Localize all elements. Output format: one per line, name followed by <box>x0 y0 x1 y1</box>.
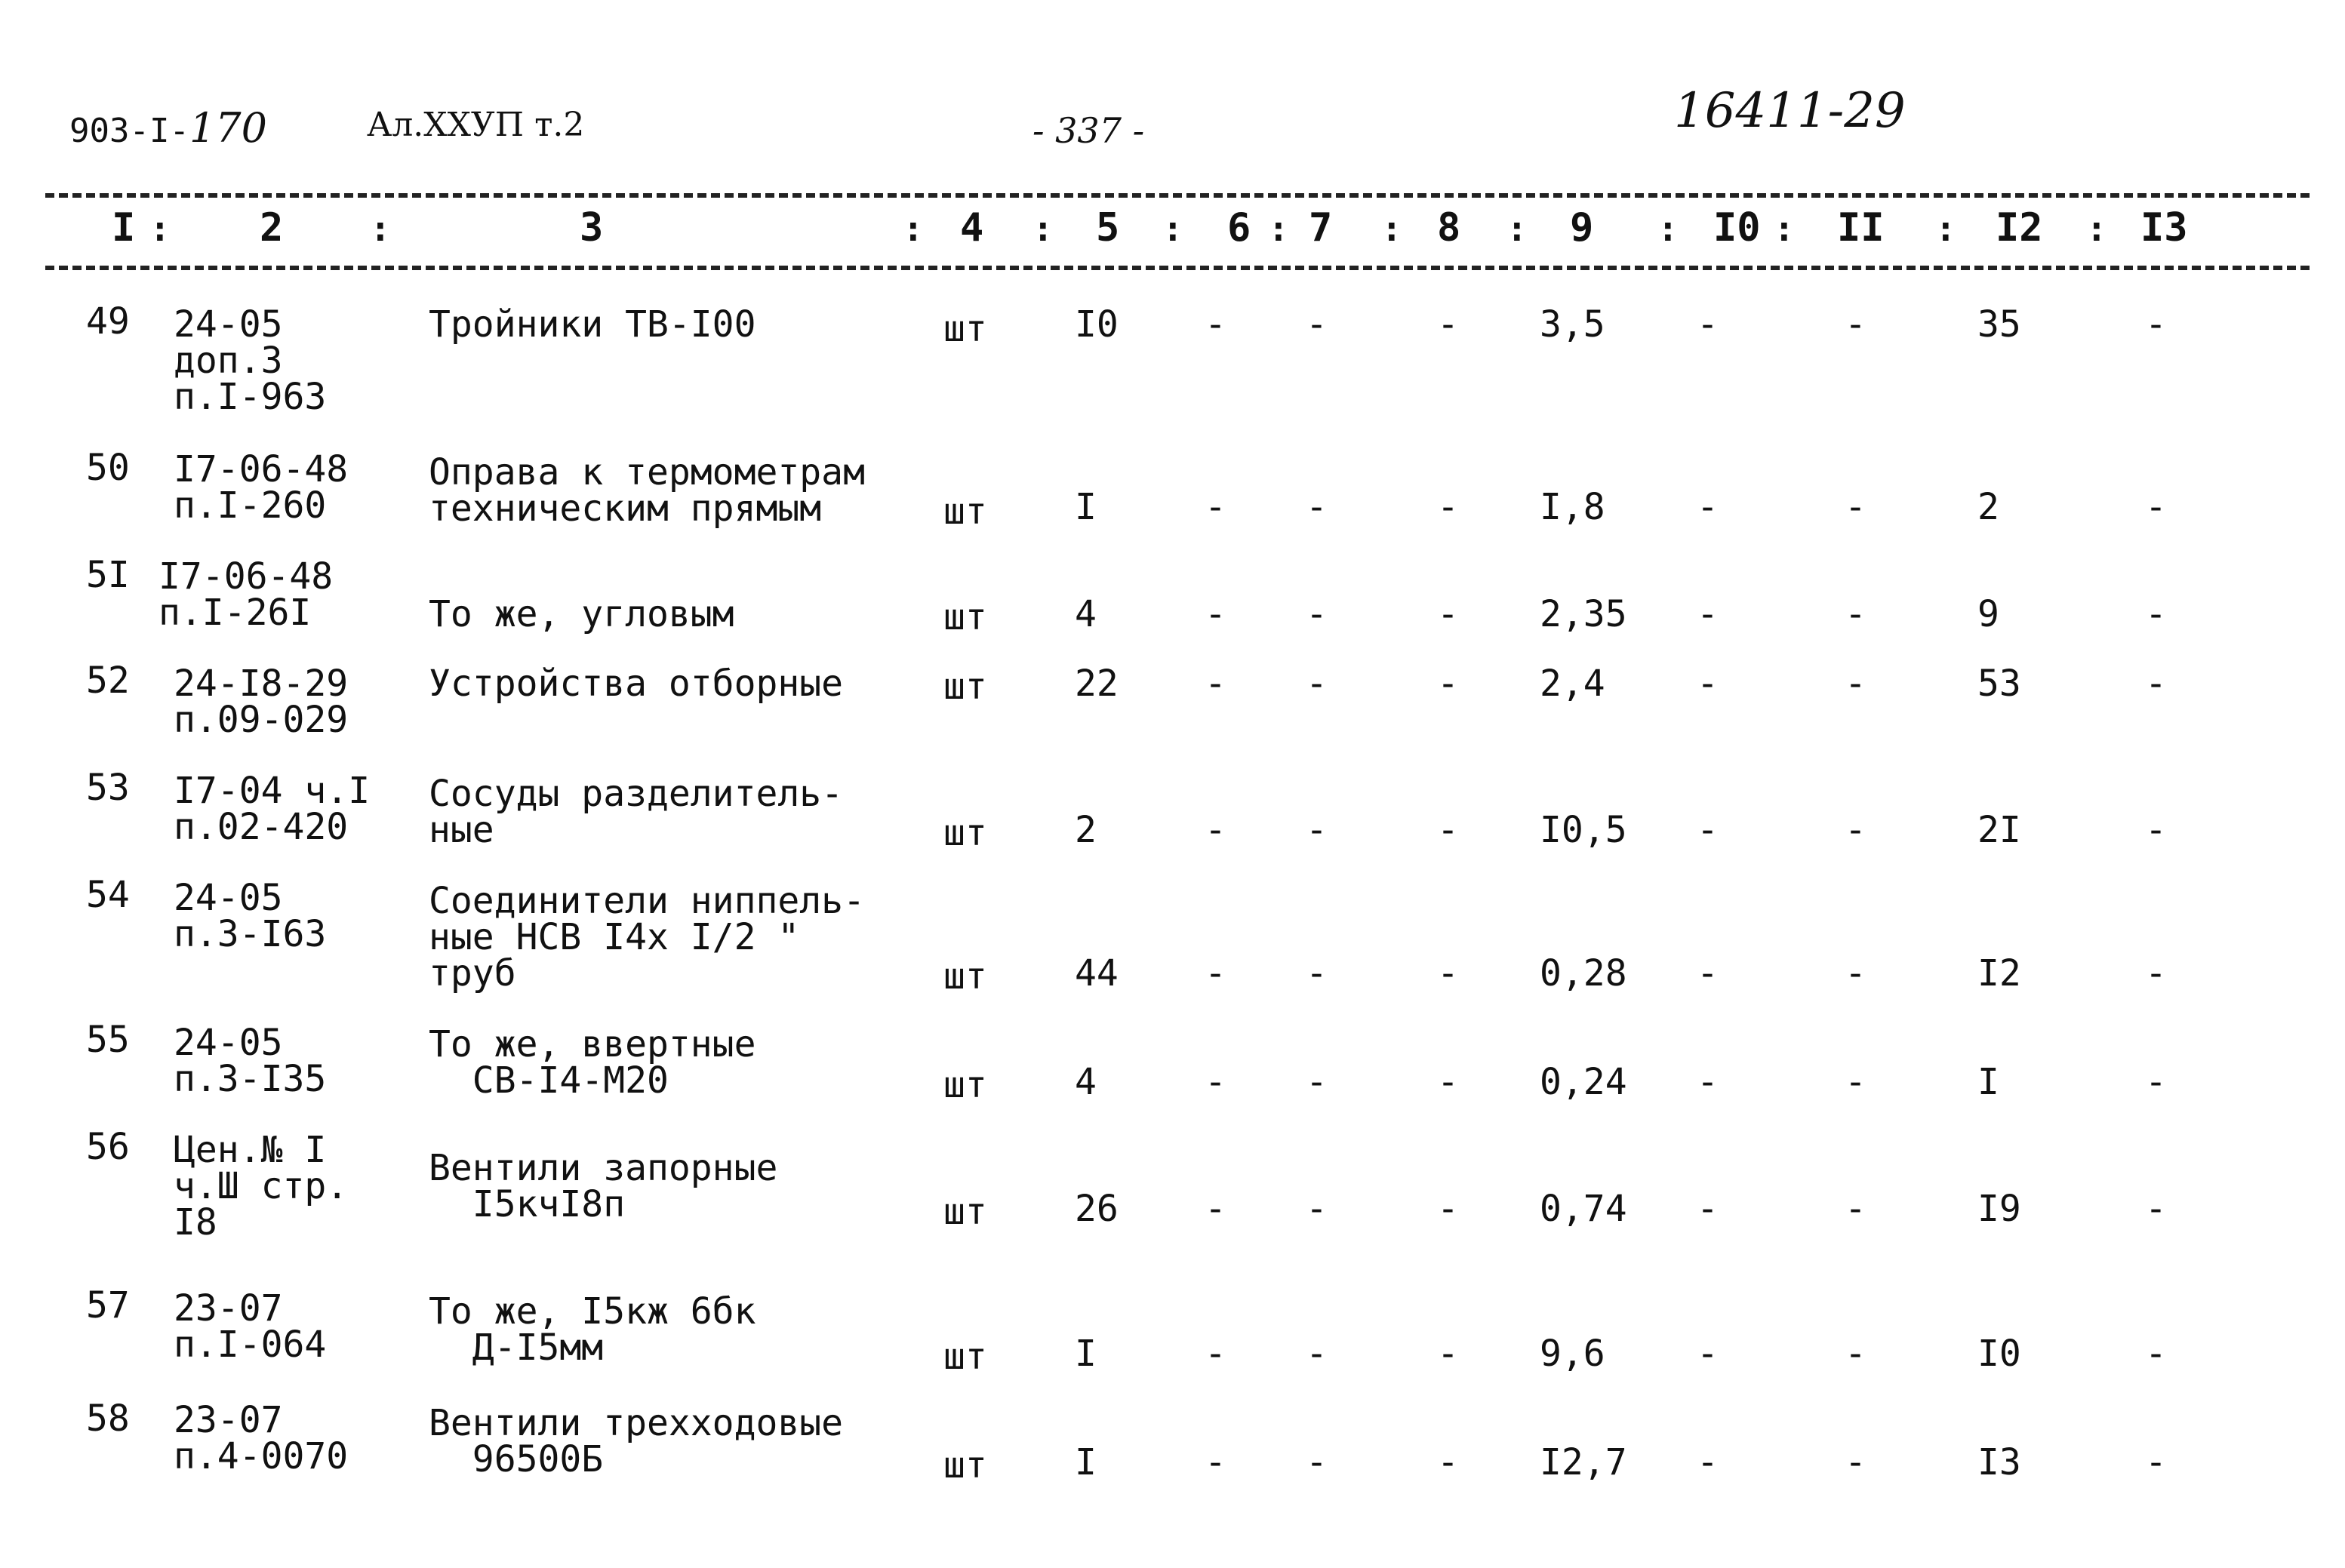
col-12: I <box>1977 1061 1999 1103</box>
col-9: 9,6 <box>1540 1333 1605 1375</box>
row-number: 49 <box>86 300 130 343</box>
col-9: I2,7 <box>1540 1441 1627 1483</box>
unit: шт <box>943 812 987 854</box>
col-separator: : <box>149 208 171 249</box>
col-12: I2 <box>1977 952 2021 995</box>
unit: шт <box>943 955 987 998</box>
col-9: 0,24 <box>1540 1061 1627 1103</box>
col-header-1: I <box>112 205 136 251</box>
row-number: 52 <box>86 659 130 702</box>
col-header-2: 2 <box>260 205 284 251</box>
col-6: - <box>1205 1061 1226 1103</box>
col-header-13: I3 <box>2140 205 2188 251</box>
col-12: I3 <box>1977 1441 2021 1483</box>
col-7: - <box>1306 303 1328 346</box>
col-13: - <box>2145 663 2167 705</box>
col-8: - <box>1437 1333 1459 1375</box>
col-separator: : <box>370 208 391 249</box>
quantity: I0 <box>1075 303 1119 346</box>
row-number: 56 <box>86 1126 130 1168</box>
unit: шт <box>943 308 987 350</box>
item-name: Сосуды разделитель- ные <box>429 773 844 851</box>
col-separator: : <box>1657 208 1679 249</box>
col-10: - <box>1697 303 1719 346</box>
col-8: - <box>1437 663 1459 705</box>
col-12: I9 <box>1977 1188 2021 1230</box>
col-6: - <box>1205 593 1226 635</box>
quantity: 4 <box>1075 1061 1097 1103</box>
unit: шт <box>943 1336 987 1378</box>
quantity: 2 <box>1075 809 1097 851</box>
price-reference: 24-05 доп.3 п.I-963 <box>174 303 327 418</box>
col-12: 53 <box>1977 663 2021 705</box>
col-8: - <box>1437 303 1459 346</box>
col-separator: : <box>1268 208 1289 249</box>
quantity: I <box>1075 1441 1097 1483</box>
col-13: - <box>2145 1333 2167 1375</box>
col-separator: : <box>2086 208 2107 249</box>
col-6: - <box>1205 303 1226 346</box>
col-10: - <box>1697 952 1719 995</box>
col-6: - <box>1205 486 1226 528</box>
col-10: - <box>1697 1333 1719 1375</box>
col-9: I0,5 <box>1540 809 1627 851</box>
album-label: Ал.XXУП т.2 <box>367 106 585 144</box>
doc-code-printed: 903-I- <box>69 112 189 150</box>
col-8: - <box>1437 1188 1459 1230</box>
col-8: - <box>1437 1061 1459 1103</box>
col-12: I0 <box>1977 1333 2021 1375</box>
quantity: 44 <box>1075 952 1119 995</box>
quantity: 4 <box>1075 593 1097 635</box>
col-11: - <box>1845 1441 1866 1483</box>
col-10: - <box>1697 593 1719 635</box>
col-6: - <box>1205 1188 1226 1230</box>
col-7: - <box>1306 663 1328 705</box>
price-reference: I7-04 ч.I п.02-420 <box>174 770 371 848</box>
col-7: - <box>1306 1333 1328 1375</box>
col-header-8: 8 <box>1437 205 1461 251</box>
col-11: - <box>1845 1061 1866 1103</box>
col-7: - <box>1306 1188 1328 1230</box>
col-separator: : <box>1935 208 1956 249</box>
col-8: - <box>1437 809 1459 851</box>
col-7: - <box>1306 593 1328 635</box>
unit: шт <box>943 666 987 708</box>
price-reference: I7-06-48 п.I-260 <box>174 448 349 527</box>
col-header-9: 9 <box>1570 205 1594 251</box>
price-reference: 23-07 п.4-0070 <box>174 1399 349 1477</box>
col-9: 3,5 <box>1540 303 1605 346</box>
col-13: - <box>2145 1061 2167 1103</box>
price-reference: 24-05 п.3-I35 <box>174 1022 327 1100</box>
row-number: 5I <box>86 554 130 596</box>
col-7: - <box>1306 1441 1328 1483</box>
col-12: 35 <box>1977 303 2021 346</box>
col-7: - <box>1306 486 1328 528</box>
col-7: - <box>1306 809 1328 851</box>
col-8: - <box>1437 486 1459 528</box>
col-6: - <box>1205 1333 1226 1375</box>
col-7: - <box>1306 1061 1328 1103</box>
col-13: - <box>2145 593 2167 635</box>
row-number: 53 <box>86 767 130 809</box>
quantity: I <box>1075 1333 1097 1375</box>
quantity: 22 <box>1075 663 1119 705</box>
row-number: 58 <box>86 1397 130 1440</box>
item-name: Тройники ТВ-I00 <box>429 303 756 346</box>
col-11: - <box>1845 663 1866 705</box>
page-number: - 337 - <box>1032 110 1145 151</box>
col-header-11: II <box>1837 205 1885 251</box>
col-12: 2I <box>1977 809 2021 851</box>
unit: шт <box>943 596 987 638</box>
price-reference: 23-07 п.I-064 <box>174 1287 327 1366</box>
price-reference: I7-06-48 п.I-26I <box>158 555 334 634</box>
col-6: - <box>1205 1441 1226 1483</box>
header-rule-bottom <box>45 266 2310 270</box>
col-11: - <box>1845 1188 1866 1230</box>
col-11: - <box>1845 593 1866 635</box>
doc-code-handwritten: 170 <box>189 104 268 152</box>
row-number: 57 <box>86 1284 130 1327</box>
col-13: - <box>2145 1441 2167 1483</box>
col-9: 2,4 <box>1540 663 1605 705</box>
col-6: - <box>1205 952 1226 995</box>
price-reference: 24-I8-29 п.09-029 <box>174 663 349 741</box>
col-separator: : <box>1381 208 1402 249</box>
row-number: 55 <box>86 1019 130 1061</box>
col-11: - <box>1845 952 1866 995</box>
col-13: - <box>2145 1188 2167 1230</box>
col-10: - <box>1697 486 1719 528</box>
col-header-7: 7 <box>1309 205 1333 251</box>
doc-code <box>69 104 267 152</box>
item-name: То же, угловым <box>429 593 734 635</box>
col-10: - <box>1697 1441 1719 1483</box>
col-separator: : <box>1032 208 1054 249</box>
col-header-3: 3 <box>580 205 604 251</box>
col-12: 9 <box>1977 593 1999 635</box>
col-8: - <box>1437 952 1459 995</box>
col-12: 2 <box>1977 486 1999 528</box>
item-name: То же, I5кж 6бк Д-I5мм <box>429 1290 756 1369</box>
col-11: - <box>1845 1333 1866 1375</box>
col-separator: : <box>1506 208 1528 249</box>
price-reference: Цен.№ I ч.Ш стр. I8 <box>174 1129 349 1244</box>
col-11: - <box>1845 486 1866 528</box>
col-8: - <box>1437 593 1459 635</box>
col-10: - <box>1697 1061 1719 1103</box>
col-13: - <box>2145 303 2167 346</box>
row-number: 50 <box>86 447 130 489</box>
col-separator: : <box>903 208 924 249</box>
item-name: Оправа к термометрам техническим прямым <box>429 451 865 530</box>
col-separator: : <box>1162 208 1183 249</box>
quantity: I <box>1075 486 1097 528</box>
unit: шт <box>943 1191 987 1233</box>
col-10: - <box>1697 663 1719 705</box>
unit: шт <box>943 1064 987 1106</box>
col-6: - <box>1205 663 1226 705</box>
col-10: - <box>1697 1188 1719 1230</box>
col-header-4: 4 <box>960 205 984 251</box>
row-number: 54 <box>86 874 130 916</box>
col-separator: : <box>1774 208 1795 249</box>
col-header-6: 6 <box>1227 205 1251 251</box>
item-name: Устройства отборные <box>429 663 844 705</box>
col-9: I,8 <box>1540 486 1605 528</box>
price-reference: 24-05 п.3-I63 <box>174 877 327 955</box>
item-name: Соединители ниппель- ные НСВ I4х I/2 " труб <box>429 880 865 995</box>
col-11: - <box>1845 809 1866 851</box>
col-header-12: I2 <box>1996 205 2043 251</box>
col-6: - <box>1205 809 1226 851</box>
col-11: - <box>1845 303 1866 346</box>
item-name: Вентили запорные I5кчI8п <box>429 1147 778 1225</box>
unit: шт <box>943 1444 987 1487</box>
col-13: - <box>2145 486 2167 528</box>
col-13: - <box>2145 809 2167 851</box>
col-9: 2,35 <box>1540 593 1627 635</box>
archive-number: 16411-29 <box>1674 83 1906 139</box>
col-10: - <box>1697 809 1719 851</box>
col-9: 0,74 <box>1540 1188 1627 1230</box>
col-header-5: 5 <box>1096 205 1120 251</box>
unit: шт <box>943 490 987 533</box>
quantity: 26 <box>1075 1188 1119 1230</box>
item-name: То же, ввертные СВ-I4-М20 <box>429 1023 756 1102</box>
header-rule-top <box>45 193 2310 198</box>
col-header-10: I0 <box>1713 205 1761 251</box>
col-8: - <box>1437 1441 1459 1483</box>
col-7: - <box>1306 952 1328 995</box>
item-name: Вентили трехходовые 96500Б <box>429 1402 844 1480</box>
col-9: 0,28 <box>1540 952 1627 995</box>
col-13: - <box>2145 952 2167 995</box>
